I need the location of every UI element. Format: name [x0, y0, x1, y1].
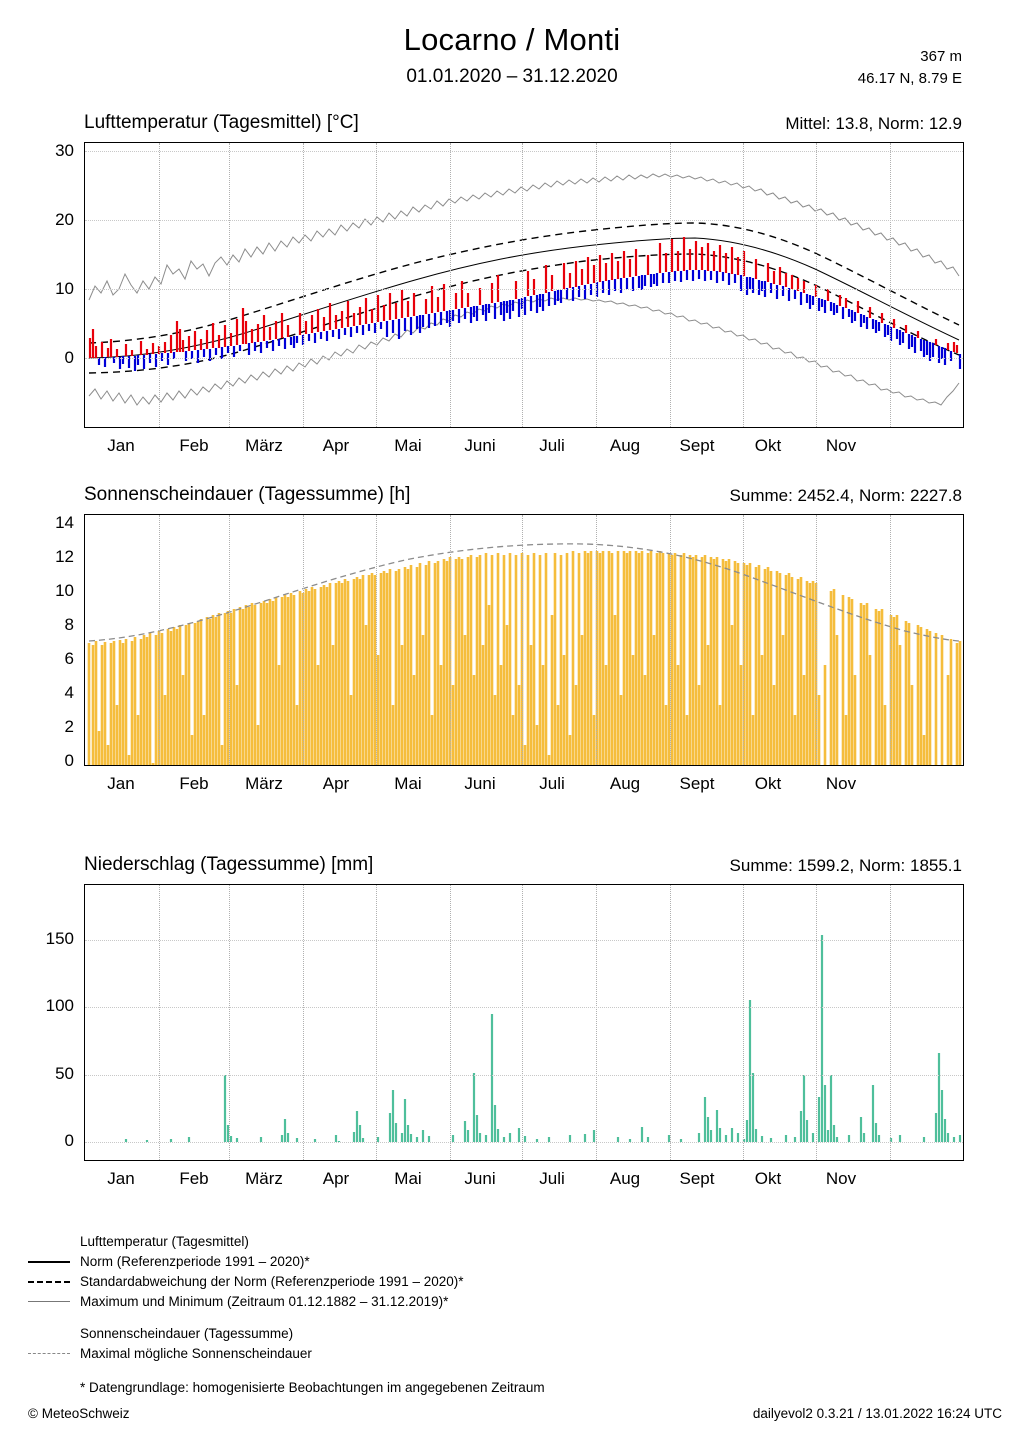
- x-tick-label: Okt: [754, 436, 782, 455]
- precipitation-series: [85, 885, 963, 1160]
- legend-group-title: [28, 1232, 988, 1252]
- gridline-v: [522, 143, 524, 427]
- legend-note: [28, 1378, 988, 1398]
- x-tick-label: Aug: [609, 436, 641, 455]
- x-tick-label: Okt: [754, 774, 782, 793]
- legend-spacer: [28, 1364, 988, 1378]
- y-tick-label: 6: [64, 649, 74, 668]
- gridline-v: [596, 143, 598, 427]
- dashed-line-icon: [28, 1281, 70, 1283]
- y-tick-label: 10: [55, 581, 74, 600]
- station-meta: [858, 46, 962, 90]
- gridline-v: [816, 515, 818, 765]
- temperature-plot: [84, 142, 964, 428]
- gridline-h: [85, 940, 963, 942]
- panel-temperature-title: Lufttemperatur (Tagesmittel) [°C]: [84, 112, 359, 133]
- x-tick-label: Nov: [825, 774, 857, 793]
- x-tick-label: Jan: [107, 1169, 135, 1188]
- x-tick-label: Aug: [609, 1169, 641, 1188]
- y-tick-label: 10: [55, 279, 74, 298]
- gridline-v: [890, 515, 892, 765]
- x-tick-label: Mai: [394, 436, 422, 455]
- gridline-v: [890, 885, 892, 1160]
- gridline-v: [229, 885, 231, 1160]
- gridline-v: [159, 515, 161, 765]
- y-tick-label: 100: [45, 996, 74, 1015]
- dashed-grey-line-icon: [28, 1353, 70, 1354]
- y-tick-label: 12: [55, 547, 74, 566]
- sunshine-bars: [89, 551, 960, 765]
- y-tick-label: 0: [64, 751, 74, 770]
- x-tick-label: Mai: [394, 1169, 422, 1188]
- gridline-v: [376, 143, 378, 427]
- gridline-h: [85, 1075, 963, 1077]
- gridline-v: [890, 143, 892, 427]
- gridline-h: [85, 220, 963, 222]
- x-tick-label: Juli: [539, 1169, 565, 1188]
- copyright-label: © MeteoSchweiz: [28, 1406, 130, 1421]
- gridline-h: [85, 358, 963, 360]
- gridline-h: [85, 1007, 963, 1009]
- sunshine-plot: [84, 514, 964, 766]
- y-tick-label: 8: [64, 615, 74, 634]
- gridline-v: [303, 515, 305, 765]
- period-label: 01.01.2020 – 31.12.2020: [406, 66, 618, 87]
- legend-item-norm: [28, 1252, 988, 1272]
- gridline-v: [376, 885, 378, 1160]
- legend-group2-title: Sonnenscheindauer (Tagessumme): [80, 1326, 294, 1341]
- panel-temperature: [0, 108, 1024, 455]
- y-tick-label: 50: [55, 1064, 74, 1083]
- gridline-v: [743, 515, 745, 765]
- x-tick-label: Sept: [679, 1169, 715, 1188]
- legend-item-label: Maximum und Minimum (Zeitraum 01.12.1882 – 31.12.2019)*: [80, 1294, 449, 1309]
- altitude-label: 367 m: [920, 48, 962, 65]
- gridline-v: [743, 143, 745, 427]
- temperature-series: [85, 143, 963, 427]
- gridline-h: [85, 1142, 963, 1144]
- y-tick-label: 20: [55, 210, 74, 229]
- y-tick-label: 150: [45, 929, 74, 948]
- y-tick-label: 0: [64, 348, 74, 367]
- x-tick-label: Juni: [464, 1169, 496, 1188]
- panel-temperature-stat: Mittel: 13.8, Norm: 12.9: [785, 114, 962, 133]
- legend-item-sd: [28, 1272, 988, 1292]
- sd-upper-line: [89, 223, 959, 343]
- gridline-v: [450, 143, 452, 427]
- gridline-h: [85, 151, 963, 153]
- legend-item-label: Standardabweichung der Norm (Referenzperiode 1991 – 2020)*: [80, 1274, 464, 1289]
- y-tick-label: 14: [55, 513, 74, 532]
- gridline-v: [816, 885, 818, 1160]
- y-tick-label: 30: [55, 141, 74, 160]
- panel-precipitation-stat: Summe: 1599.2, Norm: 1855.1: [729, 856, 962, 875]
- legend-item-minmax: [28, 1292, 988, 1312]
- legend-note-label: * Datengrundlage: homogenisierte Beobachtungen im angegebenen Zeitraum: [80, 1380, 545, 1395]
- gridline-v: [596, 885, 598, 1160]
- gridline-v: [303, 885, 305, 1160]
- gridline-v: [816, 143, 818, 427]
- x-tick-label: Juli: [539, 774, 565, 793]
- x-tick-label: Apr: [322, 436, 350, 455]
- record-max-line: [89, 174, 959, 300]
- gridline-v: [450, 515, 452, 765]
- precipitation-plot: [84, 884, 964, 1161]
- gridline-v: [159, 885, 161, 1160]
- gridline-v: [159, 143, 161, 427]
- legend: [28, 1232, 988, 1398]
- solid-line-icon: [28, 1261, 70, 1263]
- panel-sunshine-title: Sonnenscheindauer (Tagessumme) [h]: [84, 484, 411, 505]
- x-tick-label: Apr: [322, 774, 350, 793]
- gridline-v: [670, 515, 672, 765]
- thin-line-icon: [28, 1301, 70, 1302]
- x-tick-label: Feb: [179, 1169, 209, 1188]
- y-tick-label: 2: [64, 717, 74, 736]
- x-tick-label: Aug: [609, 774, 641, 793]
- gridline-v: [596, 515, 598, 765]
- gridline-v: [670, 143, 672, 427]
- x-tick-label: Sept: [679, 436, 715, 455]
- legend-group-title: [28, 1324, 988, 1344]
- y-tick-label: 0: [64, 1131, 74, 1150]
- sunshine-series: [85, 515, 963, 765]
- panel-sunshine: [0, 480, 1024, 840]
- x-tick-label: Jan: [107, 436, 135, 455]
- x-tick-label: Sept: [679, 774, 715, 793]
- gridline-v: [303, 143, 305, 427]
- gridline-v: [522, 885, 524, 1160]
- coordinates-label: 46.17 N, 8.79 E: [857, 70, 962, 87]
- x-tick-label: März: [245, 774, 283, 793]
- version-label: dailyevol2 0.3.21 / 13.01.2022 16:24 UTC: [752, 1406, 1002, 1421]
- legend-group1-title: Lufttemperatur (Tagesmittel): [80, 1234, 249, 1249]
- x-tick-label: Juni: [464, 774, 496, 793]
- x-tick-label: Okt: [754, 1169, 782, 1188]
- x-tick-label: März: [245, 1169, 283, 1188]
- legend-item-label: Maximal mögliche Sonnenscheindauer: [80, 1346, 312, 1361]
- gridline-v: [522, 515, 524, 765]
- legend-item-label: Norm (Referenzperiode 1991 – 2020)*: [80, 1254, 310, 1269]
- gridline-v: [743, 885, 745, 1160]
- x-tick-label: Nov: [825, 1169, 857, 1188]
- x-tick-label: Mai: [394, 774, 422, 793]
- x-tick-label: März: [245, 436, 283, 455]
- x-tick-label: Feb: [179, 436, 209, 455]
- legend-item-max-sunshine: [28, 1344, 988, 1364]
- x-tick-label: Feb: [179, 774, 209, 793]
- panel-precipitation: [0, 850, 1024, 1210]
- precipitation-bars: [126, 935, 960, 1142]
- legend-spacer: [28, 1312, 988, 1324]
- y-tick-label: 4: [64, 683, 74, 702]
- x-tick-label: Nov: [825, 436, 857, 455]
- x-tick-label: Apr: [322, 1169, 350, 1188]
- panel-precipitation-title: Niederschlag (Tagessumme) [mm]: [84, 854, 374, 875]
- x-tick-label: Juli: [539, 436, 565, 455]
- page-title: Locarno / Monti: [403, 22, 621, 57]
- gridline-v: [229, 515, 231, 765]
- gridline-v: [229, 143, 231, 427]
- gridline-h: [85, 289, 963, 291]
- gridline-v: [450, 885, 452, 1160]
- panel-sunshine-stat: Summe: 2452.4, Norm: 2227.8: [729, 486, 962, 505]
- x-tick-label: Juni: [464, 436, 496, 455]
- x-tick-label: Jan: [107, 774, 135, 793]
- gridline-v: [670, 885, 672, 1160]
- gridline-v: [376, 515, 378, 765]
